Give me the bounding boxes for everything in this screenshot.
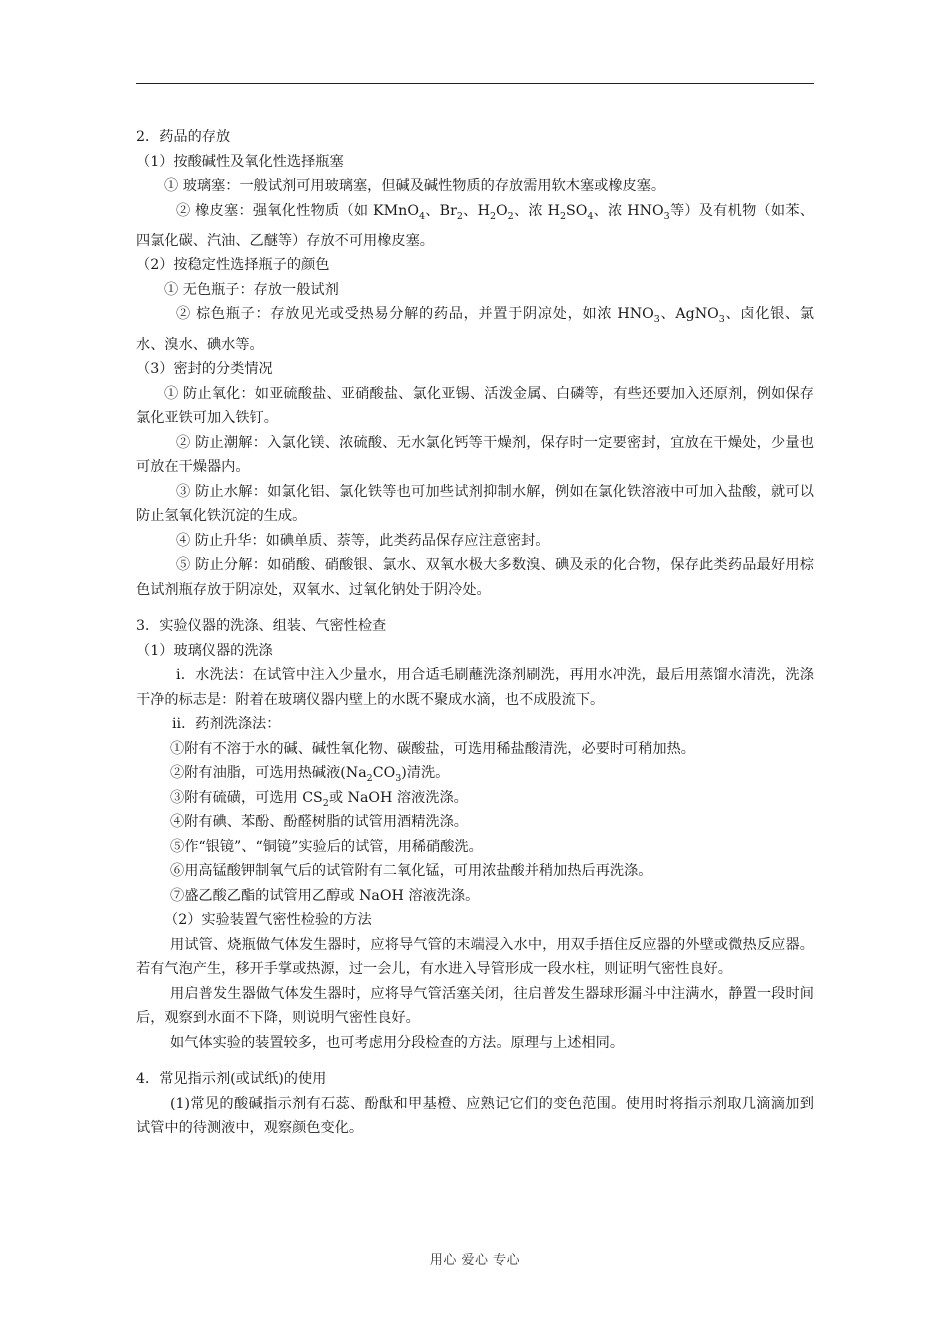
- clean-item-5: ⑤作“银镜”、“铜镜”实验后的试管，用稀硝酸洗。: [170, 838, 483, 855]
- clean-item-3: ③附有硫磺，可选用 $CS_2$或 NaOH 溶液洗涤。: [170, 789, 468, 809]
- section-2-3-title: （3）密封的分类情况: [136, 361, 273, 378]
- indicator-para-1: (1)常见的酸碱指示剂有石蕊、酚酞和甲基橙、应熟记它们的变色范围。使用时将指示剂取几滴滴加到试管中的待测液中，观察颜色变化。: [136, 1095, 814, 1137]
- brown-bottle-item: ② 棕色瓶子：存放见光或受热易分解的药品，并置于阴凉处，如浓 $HNO_3$、AgNO$_3$、卤化银、氯水、溴水、碘水等。: [136, 306, 814, 353]
- section-2-1-title: （1）按酸碱性及氧化性选择瓶塞: [136, 153, 344, 170]
- anti-oxidation-item: ① 防止氧化：如亚硫酸盐、亚硝酸盐、氯化亚锡、活泼金属、白磷等，有些还要加入还原剂，例如保存氯化亚铁可加入铁钉。: [136, 385, 814, 427]
- anti-hydrolysis-item: ③ 防止水解：如氯化铝、氯化铁等也可加些试剂抑制水解，例如在氯化铁溶液中可加入盐酸，就可以防止氢氧化铁沉淀的生成。: [136, 483, 814, 525]
- airtight-test-para-2: 用启普发生器做气体发生器时，应将导气管活塞关闭，往启普发生器球形漏斗中注满水，静置一段时间后，观察到水面不下降，则说明气密性良好。: [136, 985, 814, 1027]
- anti-decomposition-item: ⑤ 防止分解：如硝酸、硝酸银、氯水、双氧水极大多数溴、碘及汞的化合物，保存此类药品最好用棕色试剂瓶存放于阴凉处，双氧水、过氧化钠处于阴冷处。: [136, 557, 814, 598]
- page-footer: 用心 爱心 专心: [429, 1253, 521, 1268]
- airtight-test-para-1: 用试管、烧瓶做气体发生器时，应将导气管的末端浸入水中，用双手捂住反应器的外壁或微热反应器。若有气泡产生，移开手掌或热源，过一会儿，有水进入导管形成一段水柱，则证明气密性良好。: [136, 936, 814, 978]
- clean-item-6: ⑥用高锰酸钾制氧气后的试管附有二氧化锰，可用浓盐酸并稍加热后再洗涤。: [170, 863, 653, 880]
- anti-sublimation-item: ④ 防止升华：如碘单质、萘等，此类药品保存应注意密封。: [176, 532, 550, 549]
- section-3-2-title: （2）实验装置气密性检验的方法: [164, 912, 372, 929]
- clean-item-1: ①附有不溶于水的碱、碱性氧化物、碳酸盐，可选用稀盐酸清洗，必要时可稍加热。: [170, 740, 695, 757]
- clean-item-7: ⑦盛乙酸乙酯的试管用乙醇或 NaOH 溶液洗涤。: [170, 887, 480, 904]
- rubber-stopper-item: ② 橡皮塞：强氧化性物质（如 KMnO$_4$、$Br_2$、$H_2O_2$、浓 $H_2SO_4$、浓 $HNO_3$等）及有机物（如苯、四氯化碳、汽油、乙醚等）存放不可用橡皮塞。: [136, 202, 814, 249]
- section-2-heading: 2．药品的存放: [136, 129, 231, 145]
- clean-item-2: ②附有油脂，可选用热碱液$(Na_2CO_3)$清洗。: [170, 765, 450, 784]
- clean-item-4: ④附有碘、苯酚、酚醛树脂的试管用酒精洗涤。: [170, 814, 468, 831]
- colorless-bottle-item: ① 无色瓶子：存放一般试剂: [164, 281, 339, 298]
- section-2-2-title: （2）按稳定性选择瓶子的颜色: [136, 257, 330, 274]
- header-rule: [136, 83, 814, 84]
- document-body: [136, 125, 814, 1141]
- airtight-test-para-3: 如气体实验的装置较多，也可考虑用分段检查的方法。原理与上述相同。: [170, 1034, 625, 1051]
- anti-deliquescence-item: ② 防止潮解：入氯化镁、浓硫酸、无水氯化钙等干燥剂，保存时一定要密封，宜放在干燥处，少量也可放在干燥器内。: [136, 434, 814, 476]
- section-3-1-title: （1）玻璃仪器的洗涤: [136, 642, 273, 659]
- section-3-heading: 3．实验仪器的洗涤、组装、气密性检查: [136, 618, 387, 635]
- section-4-heading: 4．常见指示剂(或试纸)的使用: [136, 1071, 327, 1088]
- water-wash-method: ⅰ．水洗法：在试管中注入少量水，用合适毛刷蘸洗涤剂刷洗，再用水冲洗，最后用蒸馏水清洗，洗涤干净的标志是：附着在玻璃仪器内壁上的水既不聚成水滴，也不成股流下。: [136, 667, 814, 708]
- reagent-wash-method: ⅱ．药剂洗涤法：: [172, 716, 281, 733]
- glass-stopper-item: ① 玻璃塞：一般试剂可用玻璃塞，但碱及碱性物质的存放需用软木塞或橡皮塞。: [164, 178, 666, 194]
